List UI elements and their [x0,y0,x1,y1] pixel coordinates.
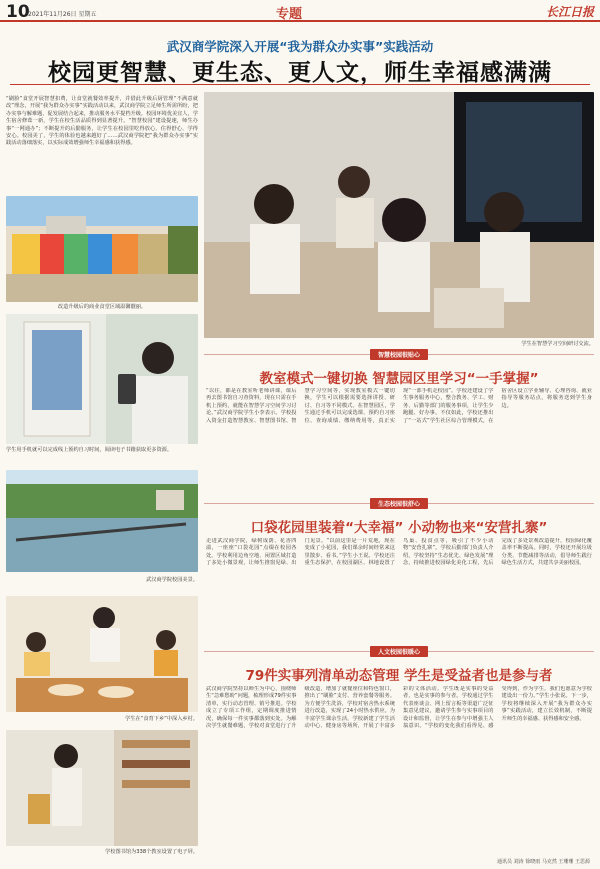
section-title-2: 口袋花园里装着“大幸福” 小动物也来“安营扎寨” [250,520,548,536]
section-tag-3: 人文校园很暖心 [370,646,428,657]
section-tag-1: 智慧校园很贴心 [370,349,428,360]
section-body-2: 走进武汉商学院，绿树成荫、花香四溢，一座座“口袋花园”点缀在校园各处。学校利用边角空地、闲置区域打造了多处小微景观，让师生推窗见绿、出门见景。“以前这里是一片荒地，现在变成了小花园，我们课余时间经常来这里散步、看书。”学生小王说。学校还注重生态保护，在校园湖区、林地设置了鸟巢、投食点等，吸引了不少小动物“安营扎寨”。学校后勤部门负责人介绍，学校坚持“生态优先、绿色发展”理念，持续推进校园绿化美化工程，先后完成了多处景观改造提升，校园绿化覆盖率不断提高。同时，学校还开展垃圾分类、节能减排等活动，倡导师生践行绿色生活方式，共建共享美丽校园。 [206,538,592,567]
section-tag-2: 生态校园很舒心 [370,498,428,509]
article-subtitle: 武汉商学院深入开展“我为群众办实事”实践活动 [166,39,434,54]
phone-caption: 学生用手机就可以完成线上预约自习时间，阅读电子书籍获取更多资源。 [6,447,173,453]
section-body-3: 武汉商学院坚持以师生为中心，围绕师生“急难愁盼”问题，梳理形成79件实事清单，实行动态管理、销号推进。学校成立了专项工作组，定期调度推进情况，确保每一件实事都落到实处。为解决学生就餐难题，学校对食堂进行了升级改造，增加了就餐座位和特色窗口，推出了“刷脸”支付、营养套餐等服务。为方便学生洗浴，学校对宿舍热水系统进行改造，实现了24小时热水供应。为丰富学生课余生活，学校新建了学生活动中心、健身房等场所，开展了丰富多彩的文体活动。学生既是实事的受益者，也是实事的参与者。学校通过学生代表座谈会、网上留言板等渠道广泛征集意见建议，邀请学生参与实事项目的设计和监督，让学生在参与中增强主人翁意识。“学校的变化我们看得见、感受得到，作为学生，我们也愿意为学校建设出一份力。”学生小张说。下一步，学校将继续深入开展“我为群众办实事”实践活动，建立长效机制，不断提升师生的幸福感、获得感和安全感。 [206,686,592,730]
section-banner-2 [204,498,594,509]
masthead [0,0,600,22]
section-banner-3 [204,646,594,657]
library-photo [6,730,198,846]
phone-photo [6,314,198,444]
canteen-photo [6,196,198,302]
issue-date: 2021年11月26日 星期五 [28,11,97,18]
lake-photo [6,470,198,572]
newspaper-logo: 长江日报 [545,5,594,19]
section-banner-1 [204,349,594,360]
students-main-caption: 学生在智慧学习空间研讨交流。 [521,341,594,347]
section-title-3: 79件实事列清单动态管理 学生是受益者也是参与者 [245,668,553,684]
section-body-1: “以往，都是在教室听老师讲课，课后再去图书馆自习查资料，现在只需在手机上预约，就能在智慧学习空间学习讨论。”武汉商学院学生小李表示。学校投入资金打造智慧教室、智慧图书馆、智慧学习空间等，实现教室模式一键切换，学生可以根据需要选择讲授、研讨、自习等不同模式。在智慧园区，学生通过手机可以完成选课、预约自习座位、查询成绩、缴纳费用等，真正实现“一部手机走校园”。学校还建设了学生事务服务中心，整合教务、学工、财务、后勤等部门的服务事项，让学生少跑腿、好办事。不仅如此，学校还推出了“一站式”学生社区综合管理模式，在宿舍区设立学业辅导、心理咨询、就业指导等服务站点，将服务送到学生身边。 [206,388,592,424]
reporter-credit: 通讯员 刘涛 徐晓雨 马克然 王珊珊 王思源 [497,859,590,865]
section-title-1: 教室模式一键切换 智慧园区里学习“一手掌握” [259,371,539,387]
canteen-caption: 改造升级后的商业食堂区域温馨靓丽。 [57,304,147,310]
lead-paragraph: “刷脸”食堂开展智慧扣费，让食堂就餐效率提升，并借此升级后厨管理“不满意就改”理念，开展“我为群众办实事”实践活动以来，武汉商学院立足师生所需所盼，把办实事与解难题、促发展结合起来，推动服务水平提档升级。校园环境优美宜人，学生宿舍修葺一新，学生在校生活品质得到显著提升。“智慧校园”建设提速，师生办事“一网通办”；不断提升的后勤服务，让学生在校园里吃得放心、住得舒心、学得安心。校园美了，学生的体验也越来越好了……武汉商学院把“我为群众办实事”实践活动落细落实，以实际成效增强师生幸福感和获得感。 [6,96,198,147]
kitchen-photo [6,596,198,712]
library-caption: 学校图书馆为338个教室设置了电子屏。 [105,849,198,855]
students-main-photo [204,92,594,338]
page-number: 10 [6,2,30,22]
lake-caption: 武汉商学院校园美景。 [146,577,198,583]
title-divider [10,84,590,85]
kitchen-caption: 学生在“食育下乡”中深入乡村。 [125,716,198,722]
article-title: 校园更智慧、更生态、更人文，师生幸福感满满 [48,60,552,86]
section-name: 专题 [276,7,303,22]
